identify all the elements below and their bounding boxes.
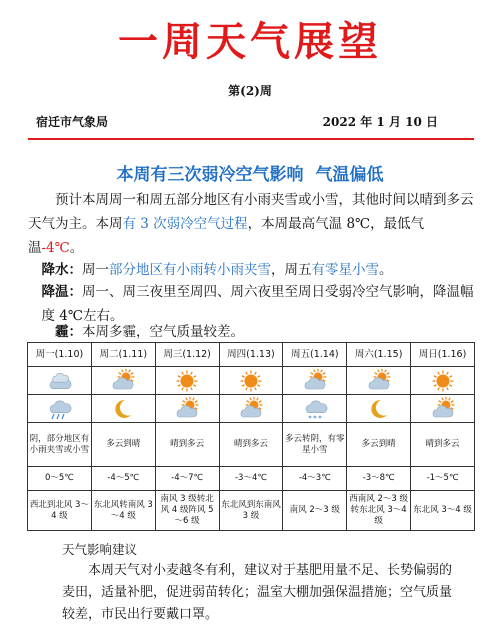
wind-description: 南风 2～3 级 xyxy=(283,491,347,531)
desc-row xyxy=(28,423,475,467)
icon-row xyxy=(28,395,475,423)
day-icon-cell xyxy=(283,367,347,395)
weather-description: 晴到多云 xyxy=(155,423,219,467)
partly-cloudy-icon xyxy=(110,369,136,393)
night-icon-cell xyxy=(91,395,155,423)
weather-description: 多云到晴 xyxy=(347,423,411,467)
temperature-range: -4～7℃ xyxy=(155,467,219,491)
moon-icon xyxy=(366,397,392,421)
wind-description: 东北风 3～4 级 xyxy=(411,491,475,531)
header-divider xyxy=(28,138,474,140)
headline-part-2: 气温偏低 xyxy=(315,165,384,185)
rain-icon xyxy=(46,397,72,421)
day-header: 周一(1.10) xyxy=(28,343,92,367)
weather-description: 晴到多云 xyxy=(219,423,283,467)
precip-paragraph: 降水：周一部分地区有小雨转小雨夹雪，周五有零星小雪。 xyxy=(41,262,393,278)
day-header: 周五(1.14) xyxy=(283,343,347,367)
snow-cloud-icon xyxy=(302,397,328,421)
day-icon-cell xyxy=(347,367,411,395)
wind-description: 南风 3 级转北风 4 级阵风 5～6 级 xyxy=(155,491,219,531)
cloud-icon xyxy=(46,369,72,393)
day-icon-cell xyxy=(91,367,155,395)
night-icon-cell xyxy=(411,395,475,423)
partly-cloudy-icon xyxy=(430,397,456,421)
precip-label: 降水： xyxy=(41,262,82,278)
temperature-range: -4～3℃ xyxy=(283,467,347,491)
night-icon-cell xyxy=(155,395,219,423)
page-title: 一周天气展望 xyxy=(118,18,382,65)
temperature-range: -4～5℃ xyxy=(91,467,155,491)
weather-description: 多云到晴 xyxy=(91,423,155,467)
cooling-paragraph: 降温：周一、周三夜里至周四、周六夜里至周日受弱冷空气影响，降温幅度 4℃左右。 xyxy=(41,284,474,324)
wind-description: 西北到北风 3～4 级 xyxy=(28,491,92,531)
day-header: 周日(1.16) xyxy=(411,343,475,367)
haze-label: 霾： xyxy=(55,324,82,340)
haze-paragraph: 霾：本周多霾，空气质量较差。 xyxy=(55,324,244,340)
min-temp-highlight: -4℃ xyxy=(41,240,70,256)
forecast-table xyxy=(27,342,475,531)
weather-description: 晴到多云 xyxy=(411,423,475,467)
headline-part-1: 本周有三次弱冷空气影响 xyxy=(116,165,304,185)
temperature-range: -3～8℃ xyxy=(347,467,411,491)
advice-title: 天气影响建议 xyxy=(62,542,138,557)
night-icon-cell xyxy=(219,395,283,423)
day-header: 周四(1.13) xyxy=(219,343,283,367)
issue-number: 第(2)周 xyxy=(228,84,272,98)
temp-row xyxy=(28,467,475,491)
moon-icon xyxy=(110,397,136,421)
hdr-row xyxy=(28,343,475,367)
wind-description: 东北风转南风 3～4 级 xyxy=(91,491,155,531)
sun-icon xyxy=(430,369,456,393)
sun-icon xyxy=(174,369,200,393)
wind-description: 西南风 2～3 级转东北风 3～4 级 xyxy=(347,491,411,531)
day-icon-cell xyxy=(28,367,92,395)
partly-cloudy-icon xyxy=(174,397,200,421)
icon-row xyxy=(28,367,475,395)
cooling-label: 降温： xyxy=(41,284,82,300)
night-icon-cell xyxy=(283,395,347,423)
wind-description: 东北风到东南风 3 级 xyxy=(219,491,283,531)
agency-name: 宿迁市气象局 xyxy=(36,115,109,129)
summary-highlight: 有 3 次弱冷空气过程 xyxy=(122,216,248,232)
temperature-range: -3～4℃ xyxy=(219,467,283,491)
day-icon-cell xyxy=(219,367,283,395)
partly-cloudy-icon xyxy=(302,369,328,393)
partly-cloudy-icon xyxy=(366,369,392,393)
day-header: 周三(1.12) xyxy=(155,343,219,367)
night-icon-cell xyxy=(28,395,92,423)
summary-paragraph: 预计本周周一和周五部分地区有小雨夹雪或小雪，其他时间以晴到多云天气为主。本周有 3 次弱冷空气过程，本周最高气温 8℃，最低气温-4℃。 xyxy=(28,192,474,256)
weather-description: 多云转阴，有零星小雪 xyxy=(283,423,347,467)
partly-cloudy-icon xyxy=(238,397,264,421)
day-icon-cell xyxy=(155,367,219,395)
day-icon-cell xyxy=(411,367,475,395)
day-header: 周六(1.15) xyxy=(347,343,411,367)
headline xyxy=(0,160,500,185)
advice-paragraph: 本周天气对小麦越冬有利，建议对于基肥用量不足、长势偏弱的麦田，适量补肥，促进弱苗转化；温室大棚加强保温措施；空气质量较差，市民出行要戴口罩。 xyxy=(62,563,453,622)
weather-description: 阴，部分地区有小雨夹雪或小雪 xyxy=(28,423,92,467)
temperature-range: -1～5℃ xyxy=(411,467,475,491)
wind-row xyxy=(28,491,475,531)
day-header: 周二(1.11) xyxy=(91,343,155,367)
night-icon-cell xyxy=(347,395,411,423)
publish-date: 2022 年 1 月 10 日 xyxy=(322,115,438,129)
temperature-range: 0～5℃ xyxy=(28,467,92,491)
sun-icon xyxy=(238,369,264,393)
